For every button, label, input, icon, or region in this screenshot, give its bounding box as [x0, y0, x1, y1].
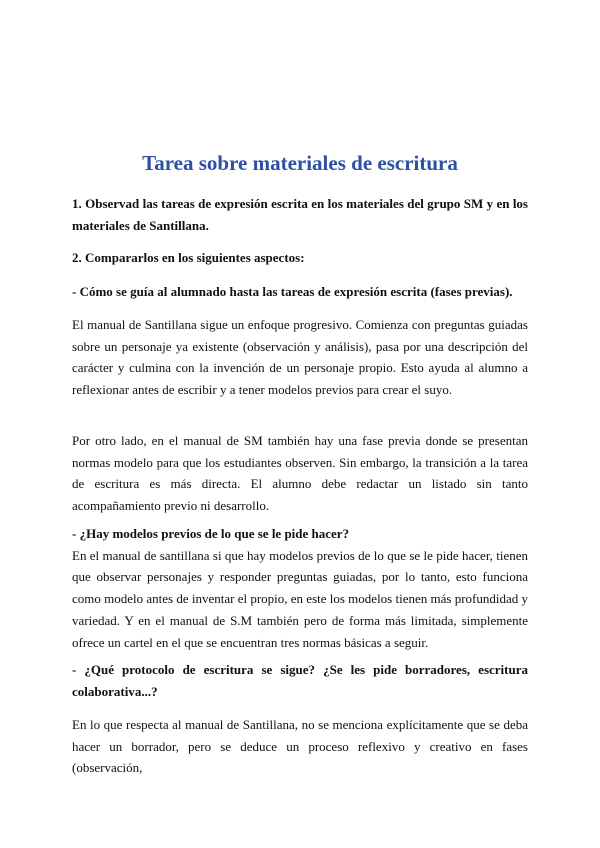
paragraph-2: Por otro lado, en el manual de SM también hay una fase previa donde se presentan normas modelo para que los estudiantes observen. Sin embargo, la transición a la tarea de escritura es más directa. El alumno debe redactar un listado sin tanto acompañamiento previo ni desarrollo. [72, 433, 528, 514]
question-1: - Cómo se guía al alumnado hasta las tareas de expresión escrita (fases previas). [72, 284, 513, 299]
paragraph-1: El manual de Santillana sigue un enfoque progresivo. Comienza con preguntas guiadas sobre un personaje ya existente (observación y análisis), pasa por una descripción del carácter y culmina con la invención de un personaje propio. Esto ayuda al alumno a reflexionar antes de escribir y a tener modelos previos para crear el suyo. [72, 317, 528, 398]
item-2: 2. Compararlos en los siguientes aspectos: [72, 250, 305, 265]
paragraph-3: En el manual de santillana si que hay modelos previos de lo que se le pide hacer, tienen que observar personajes y responder preguntas guiadas, por lo tanto, esto funciona como modelo antes de inventar el propio, en este los modelos tienen más profundidad y variedad. Y en el manual de S.M también pero de forma más limitada, simplemente ofrece un cartel en el que se encuentran tres normas básicas a seguir. [72, 547, 528, 650]
document-title: Tarea sobre materiales de escritura [142, 151, 458, 175]
paragraph-4: En lo que respecta al manual de Santillana, no se menciona explícitamente que se deba hacer un borrador, pero se deduce un proceso reflexivo y creativo en fases (observación, [72, 717, 528, 776]
question-3: - ¿Qué protocolo de escritura se sigue? ¿Se les pide borradores, escritura colaborativa...? [72, 662, 528, 699]
question-2: - ¿Hay modelos previos de lo que se le pide hacer? [72, 526, 350, 541]
item-1: 1. Observad las tareas de expresión escrita en los materiales del grupo SM y en los materiales de Santillana. [72, 196, 528, 233]
